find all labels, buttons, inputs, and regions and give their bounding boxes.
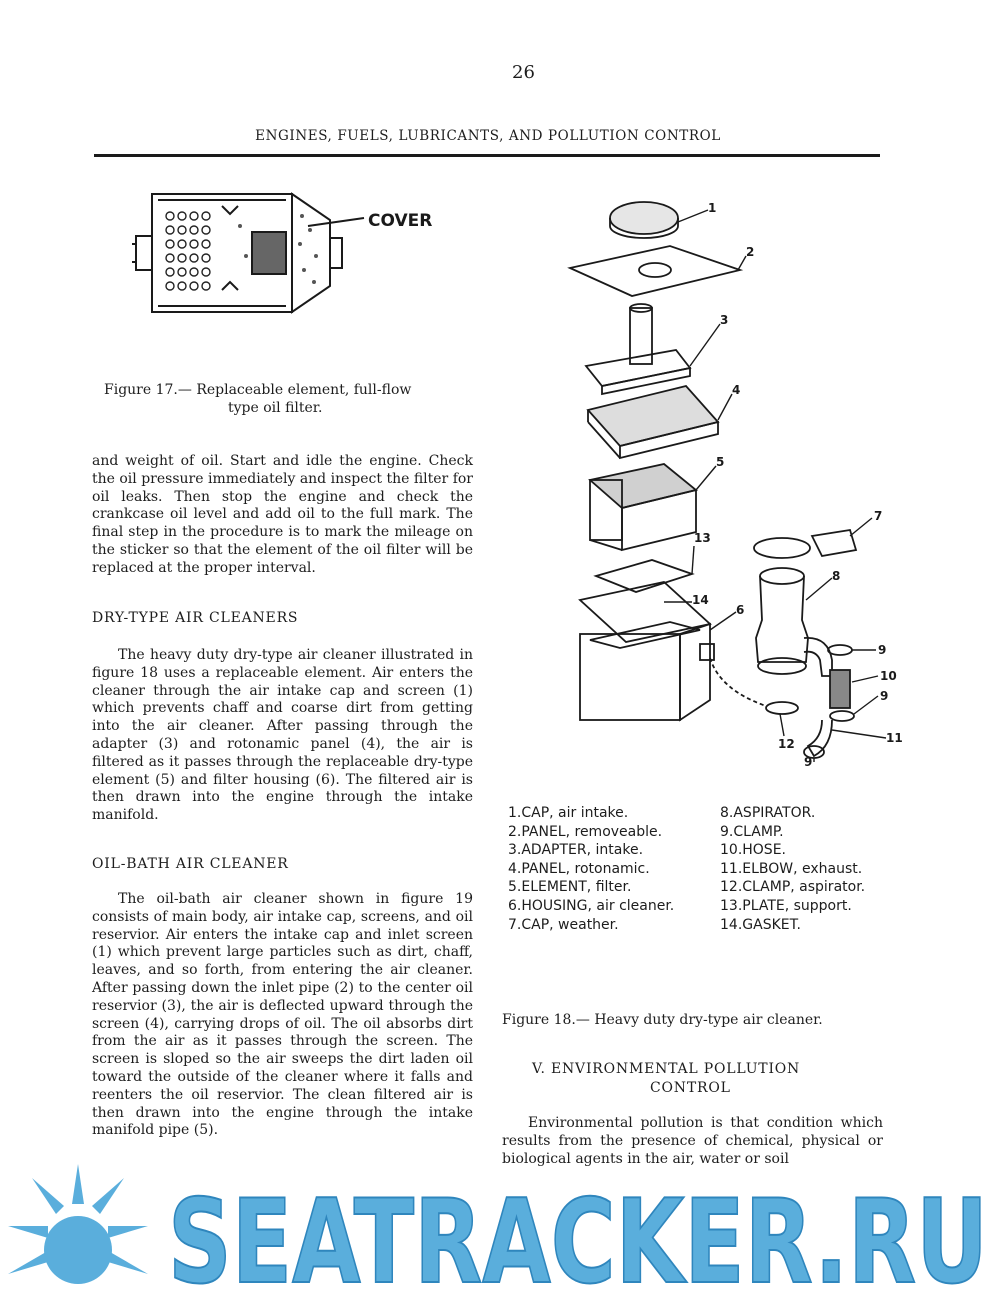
legend-item: 3.ADAPTER, intake. [508, 842, 644, 859]
legend-item: 9.CLAMP. [720, 823, 784, 840]
figure-17-caption-line1: Figure 17.— Replaceable element, full-flow [104, 382, 412, 398]
section-v-paragraph: Environmental pollution is that condition which results from the presence of chemical, physical or biological agents in the air, water or soil [502, 1115, 883, 1167]
callout-12: 12 [778, 737, 795, 751]
cover-label: COVER [368, 211, 433, 231]
page-number: 26 [512, 62, 535, 83]
section-v-heading-line1: V. ENVIRONMENTAL POLLUTION [532, 1061, 801, 1077]
running-header: ENGINES, FUELS, LUBRICANTS, AND POLLUTION CONTROL [255, 128, 721, 144]
body-paragraph-3: The oil-bath air cleaner shown in figure 19 consists of main body, air intake cap, screens, and oil reservior. Air enters the intake cap and inlet screen (1) which prevent large particles such as dirt, chaff, leaves, and so forth, from entering the air cleaner. After passing down the inlet pipe (2) to the center oil reservior (3), the air is deflected upward through the screen (4), carrying drops of oil. The oil absorbs dirt from the air as it passes through the screen. The screen is sloped so the air sweeps the dirt laden oil toward the outside of the cleaner where it falls and reenters the oil reservior. The clean filtered air is then drawn into the engine through the intake manifold pipe (5). [92, 891, 473, 1139]
header-rule [94, 154, 880, 157]
callout-13: 13 [694, 531, 711, 545]
watermark-text: SEATRACKER.RU [168, 1175, 988, 1296]
callout-9c: 9 [804, 755, 813, 769]
heading-dry-type: DRY-TYPE AIR CLEANERS [92, 610, 299, 626]
callout-3: 3 [720, 313, 729, 327]
callout-14: 14 [692, 593, 709, 607]
section-v-heading-line2: CONTROL [650, 1080, 731, 1096]
callout-10: 10 [880, 669, 897, 683]
legend-item: 4.PANEL, rotonamic. [508, 860, 650, 877]
legend-item: 8.ASPIRATOR. [720, 805, 816, 821]
body-paragraph-1: and weight of oil. Start and idle the engine. Check the oil pressure immediately and inspect the filter for oil leaks. Then stop the engine and check the crankcase oil level and add oil to the full mark. The final step in the procedure is to mark the mileage on the sticker so that the element of the oil filter will be replaced at the proper interval. [92, 453, 473, 576]
legend-item: 5.ELEMENT, filter. [508, 879, 632, 896]
sun-logo-icon [8, 1164, 148, 1284]
legend-item: 2.PANEL, removeable. [508, 823, 663, 840]
callout-4: 4 [732, 383, 741, 397]
callout-9b: 9 [880, 689, 889, 703]
figure-18-air-cleaner-drawing [560, 190, 920, 790]
legend-item: 7.CAP, weather. [508, 916, 619, 933]
legend-item: 1.CAP, air intake. [508, 805, 629, 821]
legend-item: 14.GASKET. [720, 916, 801, 933]
legend-item: 12.CLAMP, aspirator. [720, 879, 866, 896]
callout-1: 1 [708, 201, 717, 215]
callout-6: 6 [736, 603, 745, 617]
callout-8: 8 [832, 569, 841, 583]
figure-17-oil-filter-drawing [130, 186, 460, 336]
figure-18-caption: Figure 18.— Heavy duty dry-type air cleaner. [502, 1012, 823, 1028]
callout-11: 11 [886, 731, 903, 745]
callout-5: 5 [716, 455, 725, 469]
legend-item: 13.PLATE, support. [720, 897, 852, 914]
legend-item: 11.ELBOW, exhaust. [720, 860, 863, 877]
body-paragraph-2: The heavy duty dry-type air cleaner illustrated in figure 18 uses a replaceable element. Air enters the cleaner through the air intake cap and screen (1) which prevents chaff and coarse dirt from getting into the air cleaner. After passing through the adapter (3) and rotonamic panel (4), the air is filtered as it passes through the replaceable dry-type element (5) and filter housing (6). The filtered air is then drawn into the engine through the intake manifold. [92, 647, 473, 824]
figure-17-caption-line2: type oil filter. [228, 400, 323, 416]
heading-oil-bath: OIL-BATH AIR CLEANER [92, 856, 289, 872]
figure-18-legend [508, 804, 908, 934]
callout-7: 7 [874, 509, 883, 523]
callout-9a: 9 [878, 643, 887, 657]
legend-item: 10.HOSE. [720, 842, 786, 859]
legend-item: 6.HOUSING, air cleaner. [508, 897, 675, 914]
seatracker-watermark [8, 1164, 998, 1296]
callout-2: 2 [746, 245, 755, 259]
